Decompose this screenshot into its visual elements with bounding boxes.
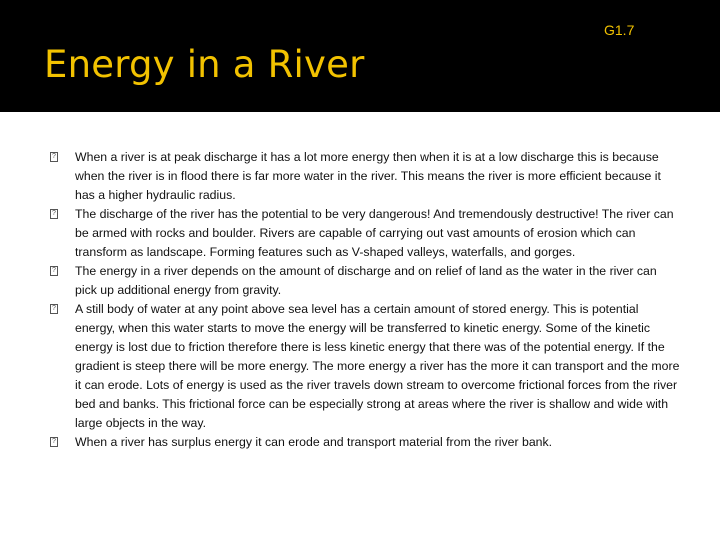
bullet-text: The energy in a river depends on the amount of discharge and on relief of land as the water in the river can pick up additional energy from gravity. — [75, 264, 657, 297]
missing-glyph-box-icon: ? — [50, 152, 58, 162]
bullet-item — [50, 262, 680, 300]
bullet-item — [50, 148, 680, 205]
missing-glyph-box-icon: ? — [50, 209, 58, 219]
slide-code: G1.7 — [604, 22, 635, 38]
bullet-text: The discharge of the river has the potential to be very dangerous! And tremendously destructive! The river can be armed with rocks and boulder. Rivers are capable of carrying out vast amounts of erosion which can transform as landscape. Forming features such as V-shaped valleys, waterfalls, and gorges. — [75, 207, 674, 259]
bullet-list — [50, 148, 680, 452]
bullet-item — [50, 300, 680, 433]
bullet-text: When a river has surplus energy it can erode and transport material from the river bank. — [75, 435, 553, 449]
bullet-text: A still body of water at any point above sea level has a certain amount of stored energy. This is potential energy, when this water starts to move the energy will be transferred to kinetic energy. Some of the kinetic energy is lost due to friction therefore there is less kinetic energy that there was of the potential energy. If the gradient is steep there will be more energy. The more energy a river has the more it can transport and the more it can erode. Lots of energy is used as the river travels down stream to overcome frictional forces from the river bed and banks. This frictional force can be especially strong at areas where the river is shallow and wide with large objects in the way. — [75, 302, 680, 430]
bullet-item — [50, 433, 680, 452]
bullet-text: When a river is at peak discharge it has a lot more energy then when it is at a low discharge this is because when the river is in flood there is far more water in the river. This means the river is more efficient because it has a higher hydraulic radius. — [75, 150, 661, 202]
bullet-item — [50, 205, 680, 262]
missing-glyph-box-icon: ? — [50, 304, 58, 314]
title-bar — [0, 0, 720, 112]
missing-glyph-box-icon: ? — [50, 437, 58, 447]
missing-glyph-box-icon: ? — [50, 266, 58, 276]
slide-title: Energy in a River — [44, 43, 365, 86]
